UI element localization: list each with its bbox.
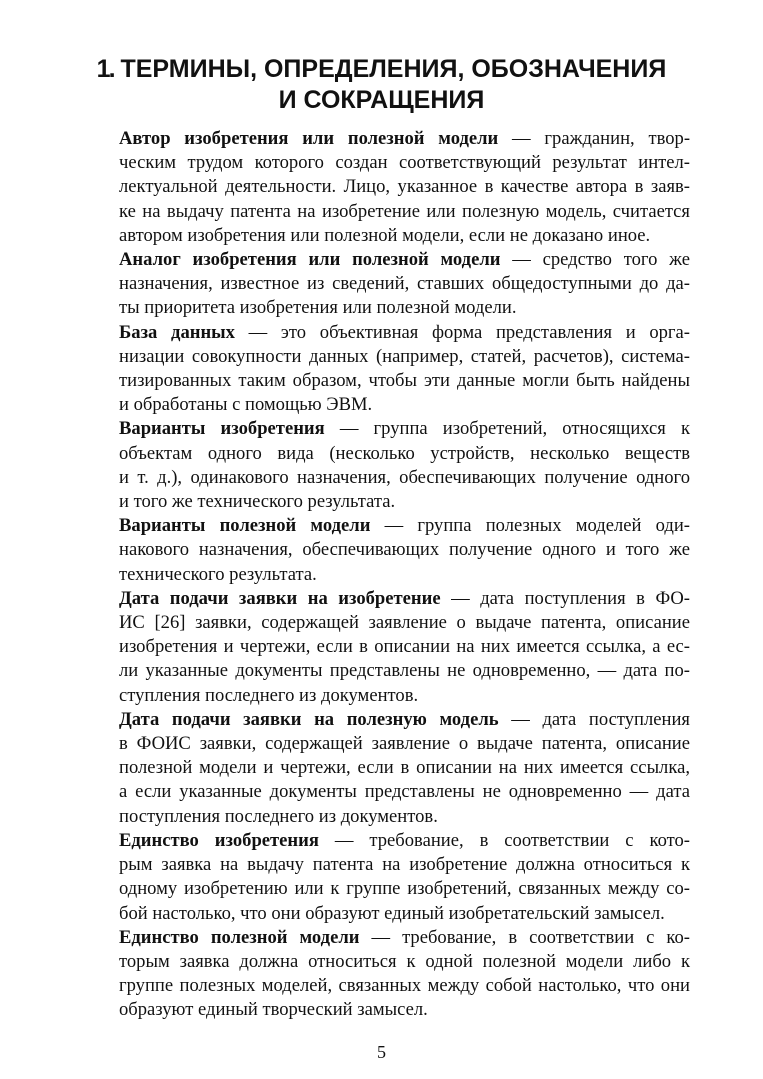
entry-line bbox=[73, 902, 690, 926]
section-heading bbox=[72, 54, 691, 116]
entry-line bbox=[73, 684, 690, 708]
entry-line bbox=[73, 417, 690, 441]
entry-definition-text: группе полезных моделей, связанных между собой настолько, что они bbox=[119, 975, 690, 997]
glossary-entry bbox=[73, 926, 690, 1023]
entry-definition-text: изобретения и чертежи, если в описании на них имеется ссылка, а ес- bbox=[119, 636, 690, 658]
entry-definition-text: в ФОИС заявки, содержащей заявление о выдаче патента, описание bbox=[119, 733, 690, 755]
entry-line bbox=[73, 950, 690, 974]
entry-line bbox=[73, 490, 690, 514]
glossary-entry bbox=[73, 248, 690, 321]
entry-definition-text: — дата поступления в ФО- bbox=[440, 587, 690, 609]
glossary-entry bbox=[73, 417, 690, 514]
entry-line bbox=[73, 538, 690, 562]
entry-definition-text: — дата поступления bbox=[498, 708, 690, 730]
entry-definition-text: и обработаны с помощью ЭВМ. bbox=[119, 394, 373, 416]
entry-line bbox=[73, 829, 690, 853]
entry-term: Аналог изобретения или полезной модели bbox=[119, 249, 501, 271]
entry-definition-text: ке на выдачу патента на изобретение или полезную модель, считается bbox=[119, 200, 690, 222]
entry-line bbox=[73, 466, 690, 490]
entry-line bbox=[73, 200, 690, 224]
entry-definition-text: ческим трудом которого создан соответствующий результат интел- bbox=[119, 152, 690, 174]
entry-definition-text: — группа полезных моделей оди- bbox=[370, 515, 690, 537]
entry-definition-text: — средство того же bbox=[500, 249, 690, 271]
entry-term: Дата подачи заявки на изобретение bbox=[119, 587, 441, 609]
entry-line bbox=[73, 151, 690, 175]
entry-definition-text: низации совокупности данных (например, статей, расчетов), система- bbox=[119, 345, 690, 367]
entry-line bbox=[73, 248, 690, 272]
section-title-line-2: И СОКРАЩЕНИЯ bbox=[278, 86, 485, 114]
entry-definition-text: накового назначения, обеспечивающих получение одного и того же bbox=[119, 539, 690, 561]
page-number: 5 bbox=[377, 1042, 386, 1062]
entry-term: Единство полезной модели bbox=[119, 926, 360, 948]
entry-line bbox=[73, 659, 690, 683]
entry-definition-text: — это объективная форма представления и орга- bbox=[234, 321, 691, 343]
entry-definition-text: — гражданин, твор- bbox=[498, 128, 691, 149]
entry-line bbox=[73, 756, 690, 780]
entry-definition-text: автором изобретения или полезной модели, если не доказано иное. bbox=[119, 224, 651, 246]
entry-line bbox=[73, 224, 690, 248]
entry-definition-text: а если указанные документы представлены не одновременно — дата bbox=[119, 781, 690, 803]
entry-term: Автор изобретения или полезной модели bbox=[119, 128, 499, 149]
entry-definition-text: ИС [26] заявки, содержащей заявление о выдаче патента, описание bbox=[119, 612, 690, 634]
entry-definition-text: назначения, известное из сведений, ставших общедоступными до да- bbox=[119, 273, 690, 295]
entry-line bbox=[73, 442, 690, 466]
entry-line bbox=[73, 296, 690, 320]
entry-definition-text: лектуальной деятельности. Лицо, указанное в качестве автора в заяв- bbox=[119, 176, 690, 198]
entry-line bbox=[73, 998, 690, 1022]
entry-line bbox=[73, 635, 690, 659]
entry-definition-text: рым заявка на выдачу патента на изобретение должна относиться к bbox=[119, 854, 690, 876]
entry-line bbox=[73, 514, 690, 538]
entry-line bbox=[73, 587, 690, 611]
entry-definition-text: торым заявка должна относиться к одной полезной модели либо к bbox=[119, 950, 690, 972]
entry-term: База данных bbox=[119, 321, 235, 343]
entry-line bbox=[73, 321, 690, 345]
entry-line bbox=[73, 926, 690, 950]
glossary-entry bbox=[73, 587, 690, 708]
entry-line bbox=[73, 393, 690, 417]
entry-definition-text: ступления последнего из документов. bbox=[119, 684, 419, 706]
entry-line bbox=[73, 780, 690, 804]
glossary-entry bbox=[73, 708, 690, 829]
entry-line bbox=[73, 127, 690, 151]
entry-line bbox=[73, 563, 690, 587]
glossary-entry bbox=[73, 321, 690, 418]
glossary-body bbox=[73, 127, 690, 1023]
entry-line bbox=[73, 805, 690, 829]
entry-line bbox=[73, 369, 690, 393]
glossary-entry bbox=[73, 127, 690, 248]
entry-term: Дата подачи заявки на полезную модель bbox=[119, 708, 499, 730]
entry-definition-text: — требование, в соответствии с кото- bbox=[318, 829, 690, 851]
entry-definition-text: и т. д.), одинакового назначения, обеспечивающих получение одного bbox=[119, 466, 690, 488]
entry-line bbox=[73, 611, 690, 635]
entry-definition-text: объектам одного вида (несколько устройств, несколько веществ bbox=[119, 442, 690, 464]
entry-line bbox=[73, 853, 690, 877]
entry-line bbox=[73, 175, 690, 199]
entry-term: Варианты изобретения bbox=[119, 418, 325, 440]
entry-line bbox=[73, 732, 690, 756]
entry-definition-text: поступления последнего из документов. bbox=[119, 805, 438, 827]
glossary-entry bbox=[73, 514, 690, 587]
entry-definition-text: одному изобретению или к группе изобретений, связанных между со- bbox=[119, 878, 690, 900]
entry-term: Единство изобретения bbox=[119, 829, 319, 851]
entry-definition-text: — требование, в соответствии с ко- bbox=[359, 926, 690, 948]
section-number: 1. bbox=[96, 55, 114, 83]
entry-definition-text: ли указанные документы представлены не одновременно, — дата по- bbox=[119, 660, 690, 682]
entry-line bbox=[73, 877, 690, 901]
entry-definition-text: технического результата. bbox=[119, 563, 317, 585]
entry-line bbox=[73, 345, 690, 369]
entry-definition-text: ты приоритета изобретения или полезной модели. bbox=[119, 297, 517, 319]
glossary-entry bbox=[73, 829, 690, 926]
entry-definition-text: полезной модели и чертежи, если в описании на них имеется ссылка, bbox=[119, 757, 690, 779]
entry-definition-text: образуют единый творческий замысел. bbox=[119, 999, 428, 1021]
entry-term: Варианты полезной модели bbox=[119, 515, 371, 537]
entry-definition-text: и того же технического результата. bbox=[119, 491, 396, 513]
entry-line bbox=[73, 708, 690, 732]
section-title-line-1: ТЕРМИНЫ, ОПРЕДЕЛЕНИЯ, ОБОЗНАЧЕНИЯ bbox=[120, 55, 667, 83]
entry-definition-text: бой настолько, что они образуют единый изобретательский замысел. bbox=[119, 902, 665, 924]
entry-definition-text: тизированных таким образом, чтобы эти данные могли быть найдены bbox=[119, 370, 690, 392]
entry-line bbox=[73, 974, 690, 998]
entry-line bbox=[73, 272, 690, 296]
entry-definition-text: — группа изобретений, относящихся к bbox=[324, 418, 690, 440]
